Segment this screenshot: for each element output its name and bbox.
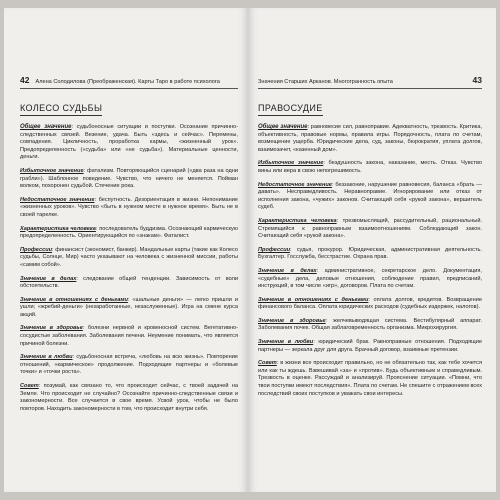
entry-deficit	[20, 197, 238, 220]
page-number-left: 42	[20, 75, 30, 85]
entry-character	[258, 218, 482, 241]
entry-text: : административное, секретарское дело. Документация, «судебные» дела, деловые отношения, соблюдение правил, предписаний, инструкций, в том числе «игр», договоров. Плата по счетам.	[258, 267, 482, 290]
entry-term: Значение в здоровье	[258, 317, 326, 324]
entry-professions	[20, 247, 238, 270]
entry-health	[20, 325, 238, 348]
page-number-right: 43	[472, 75, 482, 85]
entry-term: Совет	[20, 383, 39, 390]
entry-love	[258, 339, 482, 354]
running-title-right: Значения Старших Арканов. Многогранность опыта	[258, 79, 393, 85]
entry-term: Общее значение	[20, 124, 72, 130]
entry-business	[20, 276, 238, 291]
entry-term: Избыточное значение	[20, 167, 84, 174]
entry-term: Профессии	[258, 246, 291, 253]
entry-term: Недостаточное значение	[20, 196, 95, 203]
entry-advice	[20, 383, 238, 413]
entry-money	[20, 297, 238, 320]
entry-term: Общее значение	[258, 124, 308, 130]
entry-term: Значение в отношениях с деньгами	[20, 296, 128, 303]
entry-term: Значение в любви	[258, 339, 314, 346]
entry-text: : финансист (экономист, банкир). Мандальные карты (такие как Колесо судьбы, Солнце, Мир) часто указывают на человека с жизненной миссии, работы «самим собой».	[20, 246, 238, 268]
entry-text: : беззаконие, нарушение равновесия, баланса «брать — давать». Несправедливость. Неравноправие. Игнорирование или отказ от исполнения закона, «чужих» законов. Считающий себя «рукой закона», вершитель судеб.	[258, 181, 482, 211]
entry-excess	[20, 168, 238, 191]
entry-deficit	[258, 182, 482, 212]
entry-character	[20, 226, 238, 241]
running-head-left	[20, 76, 238, 89]
entry-text: : юридический брак. Равноправные отношения. Подходящие партнеры — зеркала друг для друга. Брачный договор, взаимные претензии.	[258, 339, 482, 353]
entry-business	[258, 268, 482, 291]
entry-text: : беспутность. Дезориентация в жизни. Непонимание «жизненных уроков». Чувство «быть в нужном месте в нужное время». Быть не в своей тарелке.	[20, 196, 238, 218]
entry-term: Недостаточное значение	[258, 181, 332, 188]
entry-text: : судьбоносная встреча, «любовь на всю жизнь». Повторение отношений, «кармическое» продолжение. Подходящие партнеры и «болевые точки» и «точки роста».	[20, 354, 238, 376]
entry-text: : следование общей тенденции. Зависимость от воли обстоятельств.	[20, 275, 238, 290]
entry-health	[258, 318, 482, 333]
entry-term: Характеристика человека	[258, 217, 337, 224]
entry-text: : последователь буддизма. Осознающий кармическую предопределенность. Ориентирующийся по «знакам». Фаталист.	[20, 225, 238, 240]
entry-term: Характеристика человека	[20, 225, 96, 232]
entry-term: Значение в здоровье	[20, 325, 83, 332]
entry-text: : «шальные деньги» — легко пришли и ушли; «жребий-деньги» (незаработанные, незаслуженные). Игра на смене курса акций.	[20, 296, 238, 318]
entry-text: : позумай, как связано то, что происходит сейчас, с твоей задачей на Земле. Что происходит не случайно? Осознайте причинно-следственные связи и закономерности. Все случается в свое время. Усвой урок, чтобы не было повторов. Находить закономерности в том, что происходит внутри себя.	[20, 383, 238, 412]
entry-excess	[258, 160, 482, 175]
entry-text: : болезни нервной и кровеносной систем. Вегетативно-сосудистые заболевания. Заболевания печени. Неумение понимать, что является причиной болезни.	[20, 325, 239, 347]
right-page	[248, 8, 496, 492]
entry-love	[20, 354, 238, 377]
entry-term: Значение в делах	[20, 275, 77, 282]
entry-term: Значение в отношениях с деньгами	[258, 296, 369, 303]
running-head-right	[258, 76, 482, 89]
entry-text: : равновесие сил, равноправие. Адекватность, трезвость. Критика, объективность, правовые нормы, правила игры. Порядочность, плата по счетам, возмещение ущерба. Юридические дела, суд, законы, бюрократия, уплата долгов, взаимозачет, «казенный дом».	[258, 124, 482, 153]
entry-term: Профессии	[20, 246, 53, 253]
entry-text: : оплата долгов, кредитов. Возвращение финансового баланса. Оплата юридических расходов (судебных издержек, налогов).	[258, 296, 482, 311]
entry-text: : в жизни все происходит правильно, но не обязательно так, как тебе хочется или как ты ждешь. Взвешивай «за» и «против». Будь объективным и справедливым. Трезвость в оценке. Рассуждай и анализируй. Прояснение ситуации. «Помни, что твои поступки имеют последствия». Плата по счетам. Не спешите с отражением всех последствий своих поступков и уважать свои интересы.	[258, 360, 482, 397]
entry-professions	[258, 247, 482, 262]
chapter-title-right: ПРАВОСУДИЕ	[258, 103, 323, 116]
entry-text: : бездушность закона, наказание, месть. Отказ. Чувство вины или вера в свою непогрешимость.	[258, 160, 482, 174]
entry-term: Совет	[258, 360, 277, 367]
entry-text: : трезвомыслящий, рассудительный, рациональный. Стремящийся к равноправным взаимоотношениям. Соблюдающий закон. Считающий себя «рукой закона».	[258, 217, 483, 240]
entry-general	[20, 124, 238, 162]
entry-general	[258, 124, 482, 154]
chapter-title-left: КОЛЕСО СУДЬБЫ	[20, 103, 102, 116]
entry-text: : желчевыводящая система. Вестибулярный аппарат. Заболевания почек. Общая заблаговременность организма. Микрохирургия.	[258, 317, 482, 332]
left-page	[4, 8, 248, 492]
entry-term: Избыточное значение	[258, 160, 324, 167]
entry-advice	[258, 360, 482, 398]
entry-text: : судьбоносные ситуации и поступки. Осознание причинно-следственных связей. Везение, удача. Быть «здесь и сейчас». Перемены, совпадения. Цикличность, проработка кармы, «жизненный урок». Предопределенность («судьба» или «не судьба»). Материальные ценности, деньги.	[20, 124, 238, 161]
running-title-left: Алена Солодилова (Преображенская). Карты Таро в работе психолога	[35, 79, 220, 85]
entry-term: Значение в любви	[20, 354, 73, 361]
entry-term: Значение в делах	[258, 267, 317, 274]
entry-text: : фатализм. Повторяющийся сценарий («два раза на одни грабли»). Шаблонное поведение. Чувство, что ничего не меняется. Пойман волком, похоронен судьбой. Стечение рока.	[20, 167, 238, 190]
entry-text: : судья, прокурор. Юридическая, административная деятельность. Бухгалтер. Госслужба, бесстрастие. Охрана прав.	[258, 246, 482, 261]
entry-money	[258, 297, 482, 312]
